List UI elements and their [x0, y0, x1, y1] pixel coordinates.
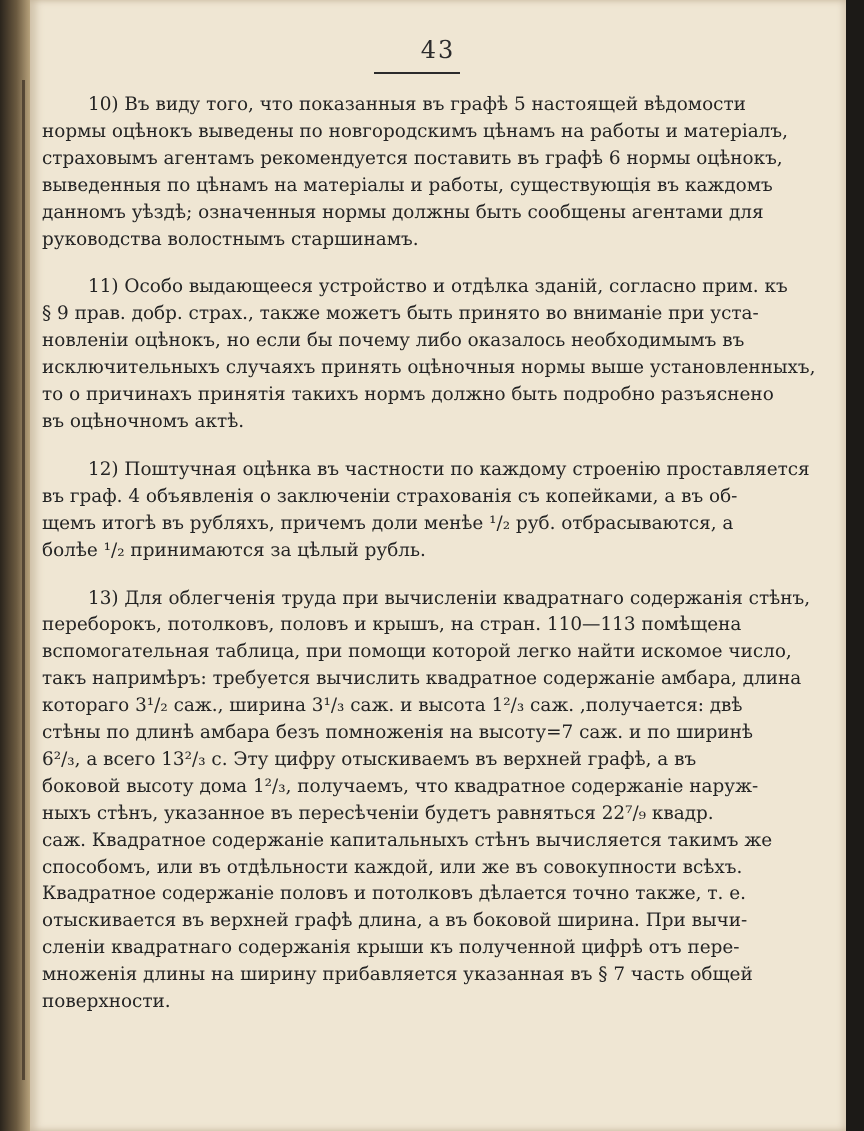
page-body [42, 92, 816, 1016]
text-line: исключительныхъ случаяхъ принять оцѣночныя нормы выше установленныхъ, [42, 357, 816, 379]
text-line: въ оцѣночномъ актѣ. [42, 410, 245, 432]
text-line: новленіи оцѣнокъ, но если бы почему либо оказалось необходимымъ въ [42, 330, 745, 352]
paragraph-10 [42, 92, 792, 253]
text-line: стѣны по длинѣ амбара безъ помноженія на высоту=7 саж. и по ширинѣ [42, 722, 753, 744]
page-number: 43 [420, 36, 456, 64]
text-line: руководства волостнымъ старшинамъ. [42, 228, 419, 250]
text-line: такъ напримѣръ: требуется вычислить квадратное содержаніе амбара, длина [42, 668, 802, 690]
text-line: въ граф. 4 объявленія о заключеніи страхованія съ копейками, а въ об- [42, 485, 738, 507]
text-line: вспомогательная таблица, при помощи которой легко найти искомое число, [42, 641, 792, 663]
text-line: щемъ итогѣ въ рубляхъ, причемъ доли менѣе ¹/₂ руб. отбрасываются, а [42, 512, 734, 534]
text-line: страховымъ агентамъ рекомендуется поставить въ графѣ 6 нормы оцѣнокъ, [42, 147, 783, 169]
paragraph-13 [42, 586, 811, 1017]
text-line: § 9 прав. добр. страх., также можетъ быть принято во вниманіе при уста- [42, 303, 759, 325]
spine-binding-line [22, 80, 25, 1080]
text-line: 12) Поштучная оцѣнка въ частности по каждому строенію проставляется [88, 458, 810, 480]
book-spine-shadow [0, 0, 30, 1131]
text-line: то о причинахъ принятія такихъ нормъ должно быть подробно разъяснено [42, 384, 774, 406]
text-line: 10) Въ виду того, что показанныя въ графѣ 5 настоящей вѣдомости [88, 94, 746, 115]
text-line: боковой высоту дома 1²/₃, получаемъ, что квадратное содержаніе наруж- [42, 775, 759, 797]
text-line: 6²/₃, а всего 13²/₃ с. Эту цифру отыскиваемъ въ верхней графѣ, а въ [42, 748, 697, 770]
text-line: нормы оцѣнокъ выведены по новгородскимъ цѣнамъ на работы и матеріалъ, [42, 120, 788, 142]
text-line: 11) Особо выдающееся устройство и отдѣлка зданій, согласно прим. къ [88, 276, 788, 298]
text-line: ныхъ стѣнъ, указанное въ пересѣченіи будетъ равняться 22⁷/₉ квадр. [42, 802, 714, 824]
text-line: отыскивается въ верхней графѣ длина, а въ боковой ширина. При вычи- [42, 910, 748, 932]
text-line: множенія длины на ширину прибавляется указанная въ § 7 часть общей [42, 964, 753, 986]
text-line: переборокъ, потолковъ, половъ и крышъ, на стран. 110—113 помѣщена [42, 614, 742, 636]
text-line: саж. Квадратное содержаніе капитальныхъ стѣнъ вычисляется такимъ же [42, 829, 773, 851]
text-line: выведенныя по цѣнамъ на матеріалы и работы, существующія въ каждомъ [42, 174, 773, 196]
paragraph-12 [42, 457, 810, 565]
text-line: болѣе ¹/₂ принимаются за цѣлый рубль. [42, 539, 426, 561]
paragraph-11 [42, 274, 816, 435]
page-number-underline [374, 72, 460, 74]
text-line: 13) Для облегченія труда при вычисленіи квадратнаго содержанія стѣнъ, [88, 587, 811, 609]
text-line: котораго 3¹/₂ саж., ширина 3¹/₃ саж. и высота 1²/₃ саж. ,получается: двѣ [42, 695, 743, 717]
text-line: поверхности. [42, 991, 171, 1013]
text-line: Квадратное содержаніе половъ и потолковъ дѣлается точно также, т. е. [42, 883, 746, 905]
book-page [30, 0, 846, 1131]
text-line: способомъ, или въ отдѣльности каждой, или же въ совокупности всѣхъ. [42, 856, 743, 878]
text-line: сленіи квадратнаго содержанія крыши къ полученной цифрѣ отъ пере- [42, 937, 740, 959]
text-line: данномъ уѣздѣ; означенныя нормы должны быть сообщены агентами для [42, 201, 764, 223]
